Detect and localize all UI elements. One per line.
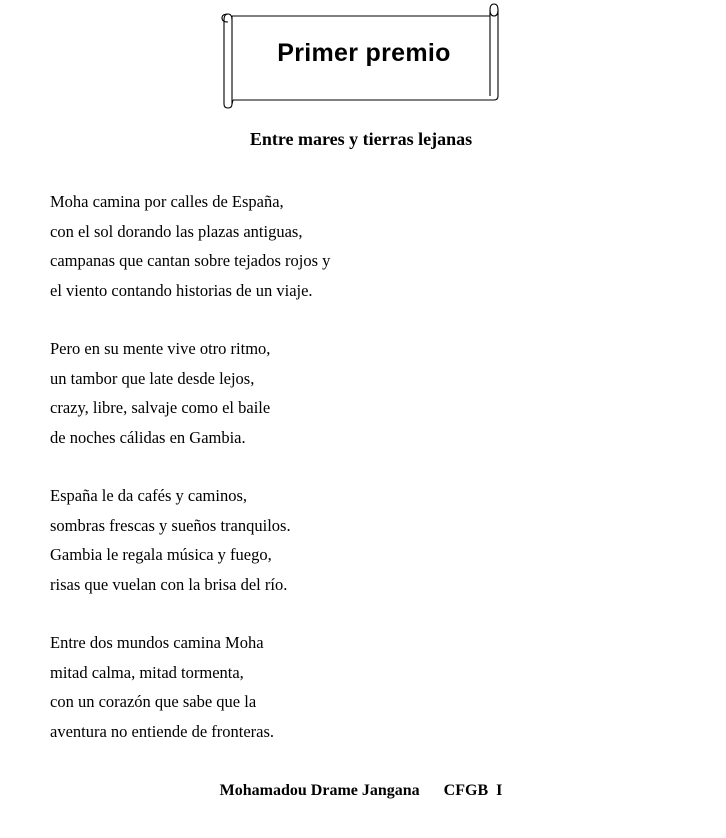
poem-line: con un corazón que sabe que la (50, 692, 257, 711)
poem-line: aventura no entiende de fronteras. (50, 721, 275, 741)
poem-line: Gambia le regala música y fuego, (50, 545, 272, 564)
poem-line: un tambor que late desde lejos, (50, 368, 255, 388)
poem-line: campanas que cantan sobre tejados rojos y (50, 251, 331, 270)
poem-body (50, 187, 690, 775)
poem-line: el viento contando historias de un viaje. (50, 280, 313, 300)
award-banner (218, 0, 502, 112)
poem-line: Pero en su mente vive otro ritmo, (50, 339, 271, 358)
poem-title: Entre mares y tierras lejanas (249, 129, 473, 149)
poem-line: con el sol dorando las plazas antiguas, (50, 221, 303, 241)
poem-line: de noches cálidas en Gambia. (50, 427, 246, 447)
poem-line: risas que vuelan con la brisa del río. (50, 574, 288, 594)
poem-line: mitad calma, mitad tormenta, (50, 662, 244, 682)
poem-line: crazy, libre, salvaje como el baile (50, 398, 271, 417)
stanza-3 (50, 481, 690, 599)
poem-line: Entre dos mundos camina Moha (50, 633, 264, 652)
stanza-2 (50, 334, 690, 452)
stanza-4 (50, 628, 690, 746)
author-name: Mohamadou Drame Jangana (219, 782, 420, 799)
author-group: CFGB I (443, 782, 503, 799)
stanza-1 (50, 187, 690, 305)
poem-line: Moha camina por calles de España, (50, 192, 284, 211)
poem-line: España le da cafés y caminos, (50, 486, 248, 505)
author-signature (0, 779, 722, 803)
poem-line: sombras frescas y sueños tranquilos. (50, 515, 291, 535)
award-title: Primer premio (277, 39, 451, 67)
